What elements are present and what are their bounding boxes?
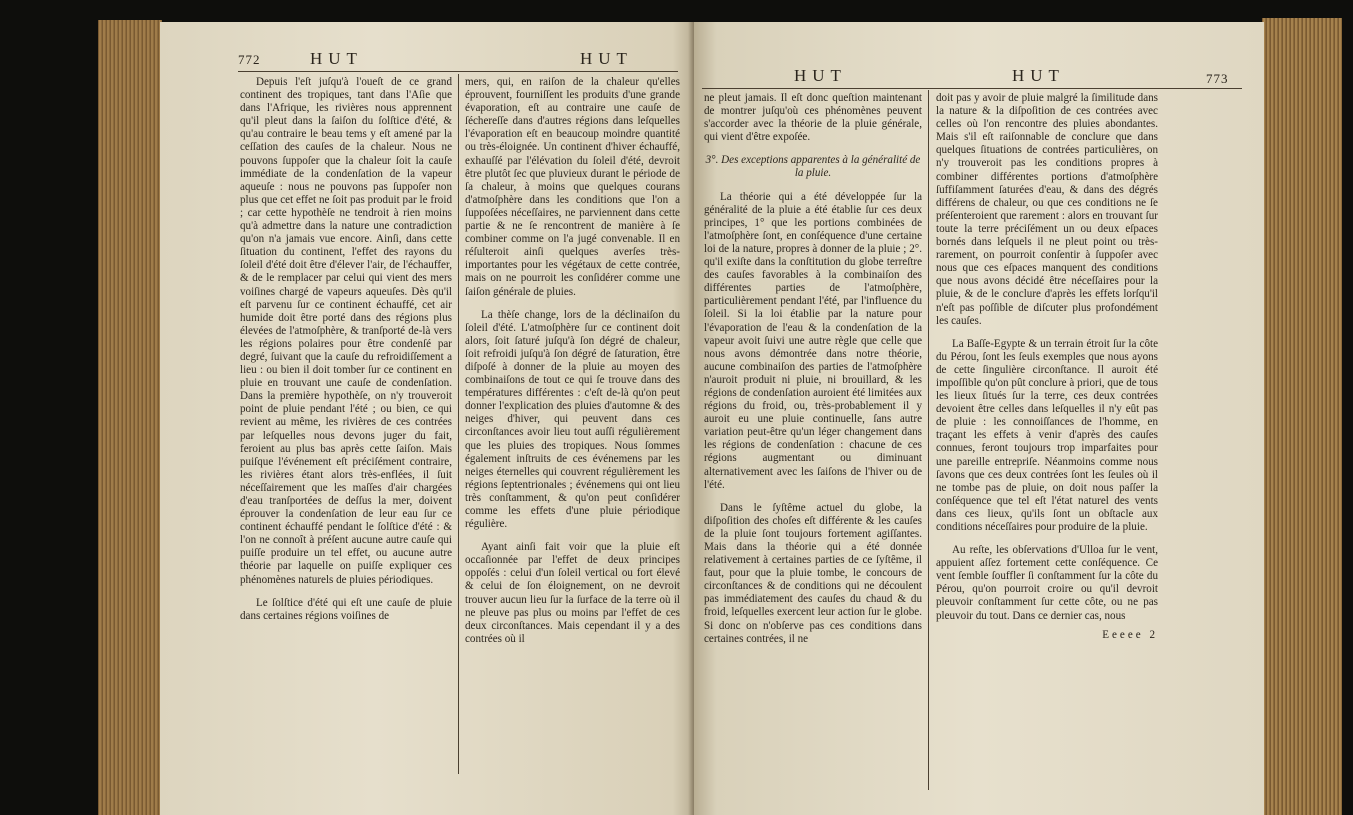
page-number: 773 <box>1206 71 1229 86</box>
running-head: HUT <box>580 49 633 68</box>
header-rule <box>702 88 1242 89</box>
paragraph: mers, qui, en raiſon de la chaleur qu'elles éprouvent, fourniſſent les produits d'une grande évaporation, eſt au contraire une cauſe de ſéchereſſe dans d'autres régions dans leſquelles l'évaporation eſt en beaucoup moindre quantité ou très-éloignée. Un continent d'hiver échauffé, exhauſſé par l'élévation du ſoleil d'été, devroit être plutôt ſec que pluvieux durant le période de ſa chaleur, à moins que quelques courans d'atmoſphère dans les conditions que l'on a ſuppoſées néceſſaires, ne parviennent dans cette partie & ne ſe rencontrent de manière à ſe combiner comme on l'a jugé convenable. Il en réſulteroit ainſi quelques averſes très-importantes pour les végétaux de cette contrée, mais on ne pourroit les conſidérer comme une ſaiſon générale de pluies. <box>465 76 680 298</box>
left-page <box>160 22 694 815</box>
right-page-edges <box>1262 18 1342 815</box>
paragraph: La thèſe change, lors de la déclinaiſon du ſoleil d'été. L'atmoſphère ſur ce continent doit alors, ſoit ſaturé juſqu'à ſon dégré de chaleur, ſoit refroidi juſqu'à ſon dégré de ſaturation, être diſpoſé à donner de la pluie au moyen des combinaiſons de tout ce qui ſe trouve dans des températures différentes : c'eſt de-là qu'on peut donner l'explication des pluies d'automne & des neiges d'hiver, qui peuvent dans ces circonſtances avoir lieu tout auſſi régulièrement que les pluies des tropiques. Nous ſommes également inſtruits de ces événemens par les neiges éternelles qui couvrent régulièrement les régions ſeptentrionales ; événemens qui ont lieu très conſtamment, & qu'on peut conſidérer comme les effets d'une pluie périodique régulière. <box>465 308 680 531</box>
paragraph: La Baſſe-Egypte & un terrain étroit ſur la côte du Pérou, ſont les ſeuls exemples que nous ayons de cette ſingulière circonſtance. Il auroit été impoſſible qu'on pût conclure à priori, que de tous les lieux ſitués ſur la terre, ces deux contrées devoient être celles dans leſquelles il n'y eût pas de pluie : les connoiſſances de l'homme, en traçant les effets à venir d'après des cauſes connues, feront toujours trop imparfaites pour une pareille entrepriſe. Néanmoins comme nous ſavons que ces deux contrées ſont les ſeules où il ne tombe pas de pluie, on doit nous paſſer la conſéquence que tel eſt l'état naturel des vents dans ces lieux, qu'ils ſont un obſtacle aux conditions néceſſaires pour produire de la pluie. <box>936 337 1158 533</box>
paragraph: Au reſte, les obſervations d'Ulloa ſur le vent, appuient aſſez fortement cette conſéquence. Ce vent ſemble ſouffler ſi conſtamment ſur la côte du Pérou, qu'on pourroit croire ou qu'il devroit pleuvoir conſtamment ſur cette côte, ou ne pas pleuvoir du tout. Dans ce dernier cas, nous <box>936 544 1158 622</box>
text-column-2 <box>936 92 1158 642</box>
left-page-edges <box>98 20 162 815</box>
section-heading: 3°. Des exceptions apparentes à la généralité de la pluie. <box>705 154 921 180</box>
column-rule <box>458 74 459 774</box>
paragraph: Dans le ſyſtême actuel du globe, la diſpoſition des choſes eſt différente & les cauſes de la pluie ſont toujours fortement agiſſantes. Mais dans la théorie qui a été donnée relativement à certaines parties de ce ſyſtême, il faut, pour que la pluie tombe, le concours de circonſtances & de conditions qui ne découlent pas immédiatement des cauſes du chaud & du froid, leſquelles exercent leur action ſur le globe. Si donc on n'obſerve pas ces conditions dans certaines contrées, il ne <box>704 501 922 645</box>
running-head: HUT <box>794 66 847 85</box>
right-page <box>694 22 1264 815</box>
text-column-1 <box>240 76 452 629</box>
paragraph: ne pleut jamais. Il eſt donc queſtion maintenant de montrer juſqu'où ces phénomènes peuvent s'accorder avec la théorie de la pluie générale, qui vient d'être expoſée. <box>704 92 922 144</box>
paragraph: Le ſolſtice d'été qui eſt une cauſe de pluie dans certaines régions voiſines de <box>240 596 452 622</box>
header-rule <box>238 71 678 72</box>
column-rule <box>928 90 929 790</box>
paragraph: Depuis l'eſt juſqu'à l'oueſt de ce grand continent des tropiques, tant dans l'Aſie que dans l'Afrique, les rivières nous apprennent qu'il pleut dans la ſaiſon du ſolſtice d'été, & qu'au contraire le beau tems y eſt amené par la ceſſation des cauſes de la chaleur. Nous ne pouvons ſuppoſer que la chaleur ſoit la cauſe immédiate de la condenſation de la vapeur aqueuſe : nous ne pouvons pas ſuppoſer non plus que cet effet ne ſoit pas produit par le froid ; car cette hypothèſe ne tendroit à rien moins qu'à admettre dans la nature une contradiction qu'on n'a jamais vue encore. Ainſi, dans cette ſituation du continent, l'effet des rayons du ſoleil d'été doit être d'élever l'air, de l'échauffer, & de le remplacer par celui qui vient des mers voiſines chargé de vapeurs aqueuſes. Dès qu'il eſt parvenu ſur ce continent échauffé, cet air humide doit être porté dans des régions plus élevées de l'atmoſphère, & tranſporté de-là vers les régions polaires pour être condenſé par degré, ſuivant que la cauſe du refroidiſſement a lieu : ou bien il doit tomber ſur ce continent en pluie en trouvant une cauſe de condenſation. Dans la première hypothèſe, on n'y trouveroit point de pluie pendant l'été ; ou bien, ce qui revient au même, les rivières de ces contrées par leſquelles nous devons juger du fait, feroient au plus bas après cette ſaiſon. Mais puiſque l'événement eſt préciſément contraire, les rivières étant alors très-enflées, il ſuit néceſſairement que les maſſes d'air chargées d'eau tranſportées de deſſus la mer, doivent éprouver la condenſation de leur eau ſur ce continent échauffé pendant le ſolſtice d'été : & l'on ne connoît à préſent aucune autre cauſe qui puiſſe produire un tel effet, ou aucune autre théorie par laquelle on puiſſe expliquer ces phénomènes naturels de pluies périodiques. <box>240 76 452 586</box>
page-number: 772 <box>238 52 261 67</box>
text-column-2 <box>465 76 680 652</box>
paragraph: Ayant ainſi fait voir que la pluie eſt occaſionnée par l'effet de deux principes oppoſés : celui d'un ſoleil vertical ou fort élevé & celui de ſon éloignement, on ne devroit trouver aucun lieu ſur la ſurface de la terre où il ne pleuve pas plus ou moins par l'effet de ces deux circonſtances. Mais cependant il y a des contrées où il <box>465 541 680 645</box>
signature-mark: Eeeee 2 <box>1102 628 1158 641</box>
running-head: HUT <box>310 49 363 68</box>
running-head: HUT <box>1012 66 1065 85</box>
text-column-1 <box>704 92 922 652</box>
paragraph: La théorie qui a été développée ſur la généralité de la pluie a été établie ſur ces deux principes, 1° que les portions combinées de l'atmoſphère ſont, en conſéquence d'une certaine loi de la nature, propres à donner de la pluie ; 2°. qu'il exiſte dans la conſtitution du globe terreſtre des cauſes favorables à la combinaiſon des différentes parties de l'atmoſphère, particulièrement pendant l'été, par l'influence du ſoleil. Si la loi établie par la nature pour l'évaporation de l'eau & la condenſation de la vapeur avoit ſuivi une autre règle que celle que nous avons démontrée dans notre théorie, aucune combinaiſon des parties de l'atmoſphère n'auroit produit ni pluie, ni brouillard, & les régions de condenſation auroient été limitées aux régions du froid, ou, très-probablement il y auroit eu une pluie continuelle, ſans autre variation peut-être qu'un léger changement dans les régions de condenſation : chacune de ces régions augmentant ou diminuant alternativement avec les ſaiſons de l'hiver ou de l'été. <box>704 190 922 491</box>
paragraph: doit pas y avoir de pluie malgré la ſimilitude dans la nature & la diſpoſition de ces contrées avec celles où l'on rencontre des pluies abondantes. Mais s'il eſt raiſonnable de conclure que dans quelques ſituations de contrées particulières, on n'y trouveroit pas les conditions propres à combiner différentes portions d'atmoſphère ſuffiſamment ſaturées d'eau, & dans des dégrés différens de chaleur, ou que ces conditions ne ſe préſenteroient que rarement : alors en trouvant ſur toute la terre préciſément un ou deux eſpaces bornés dans leſquels il ne pleut point ou très-rarement, on pourroit conſentir à ſuppoſer avec nous que ces eſpaces manquent des conditions que nous avons décidé être néceſſaires pour la pluie, & de le conclure d'après les effets lorſqu'il n'eſt pas poſſible de diſcuter plus profondément les cauſes. <box>936 92 1158 327</box>
